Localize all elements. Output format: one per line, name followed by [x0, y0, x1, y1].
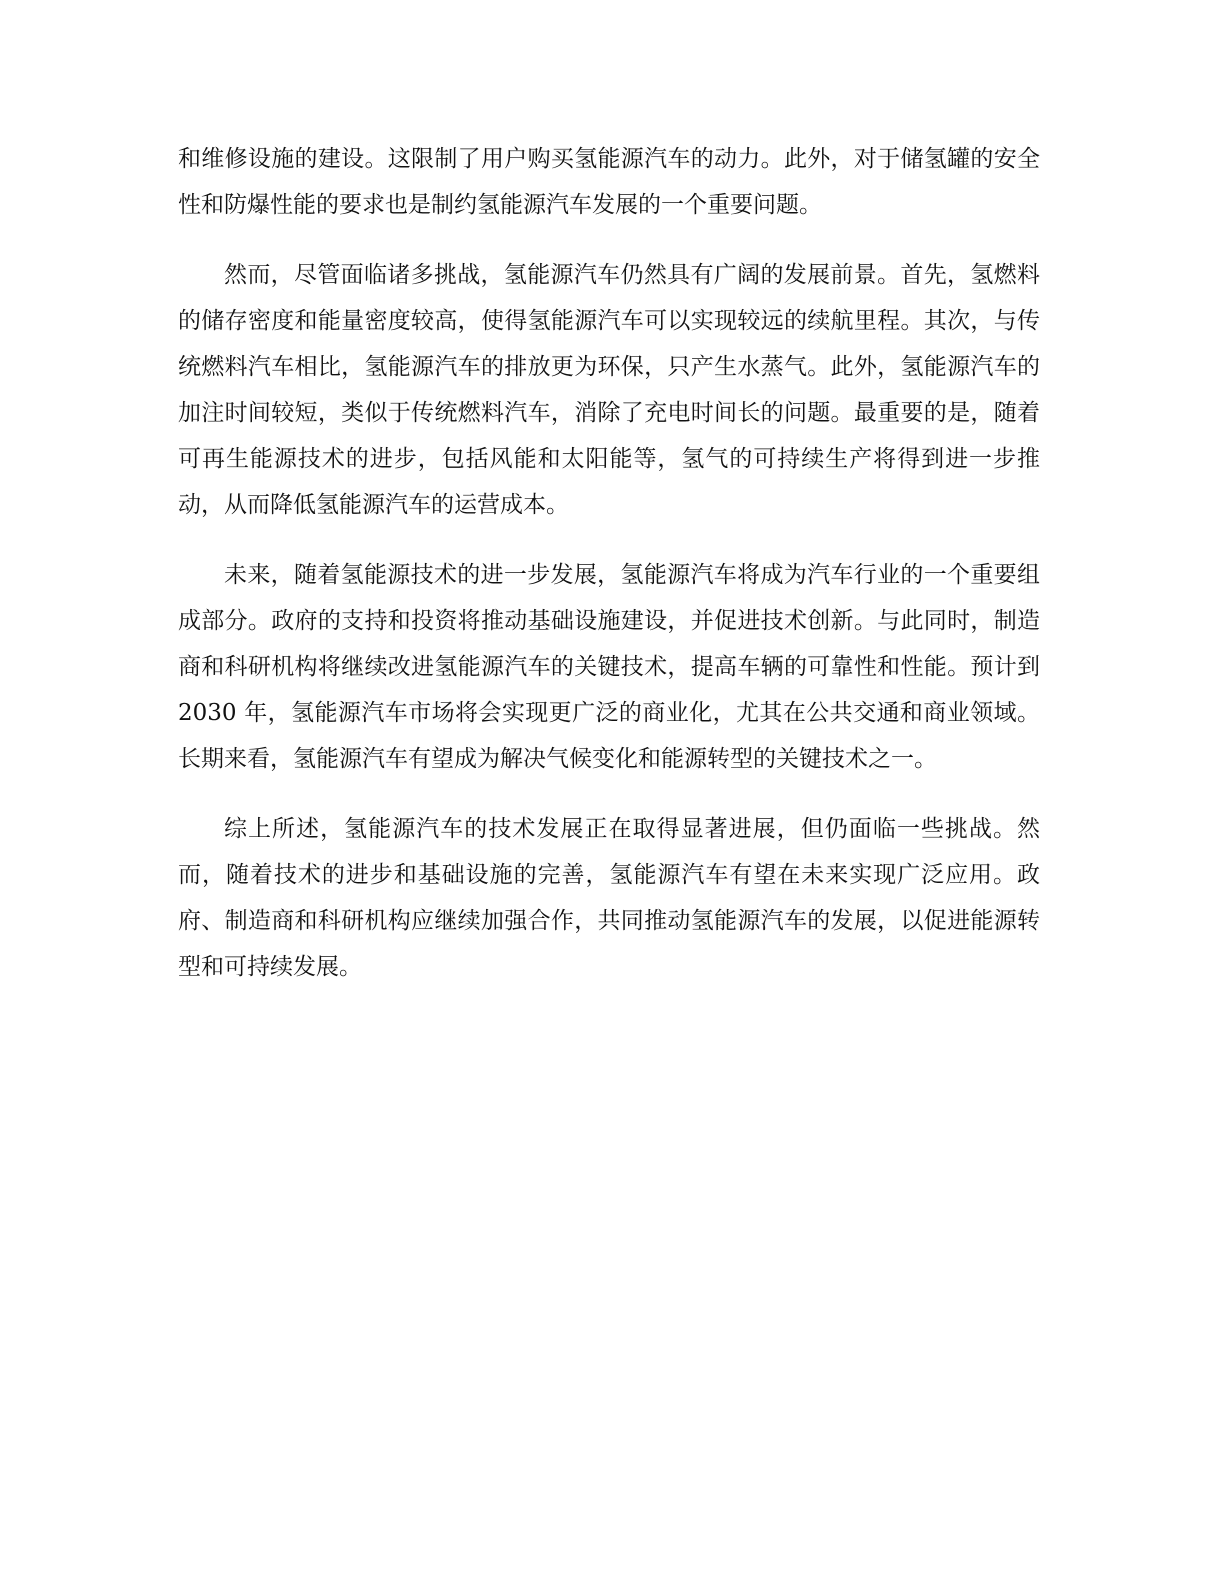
document-body	[178, 136, 1040, 1014]
paragraph-4: 综上所述，氢能源汽车的技术发展正在取得显著进展，但仍面临一些挑战。然而，随着技术的进步和基础设施的完善，氢能源汽车有望在未来实现广泛应用。政府、制造商和科研机构应继续加强合作，共同推动氢能源汽车的发展，以促进能源转型和可持续发展。	[178, 816, 1040, 980]
paragraph-1: 和维修设施的建设。这限制了用户购买氢能源汽车的动力。此外，对于储氢罐的安全性和防爆性能的要求也是制约氢能源汽车发展的一个重要问题。	[178, 146, 1040, 218]
paragraph-2: 然而，尽管面临诸多挑战，氢能源汽车仍然具有广阔的发展前景。首先，氢燃料的储存密度和能量密度较高，使得氢能源汽车可以实现较远的续航里程。其次，与传统燃料汽车相比，氢能源汽车的排放更为环保，只产生水蒸气。此外，氢能源汽车的加注时间较短，类似于传统燃料汽车，消除了充电时间长的问题。最重要的是，随着可再生能源技术的进步，包括风能和太阳能等，氢气的可持续生产将得到进一步推动，从而降低氢能源汽车的运营成本。	[178, 262, 1040, 518]
paragraph-3: 未来，随着氢能源技术的进一步发展，氢能源汽车将成为汽车行业的一个重要组成部分。政府的支持和投资将推动基础设施建设，并促进技术创新。与此同时，制造商和科研机构将继续改进氢能源汽车的关键技术，提高车辆的可靠性和性能。预计到 2030 年，氢能源汽车市场将会实现更广泛的商业化，尤其在公共交通和商业领域。长期来看，氢能源汽车有望成为解决气候变化和能源转型的关键技术之一。	[178, 562, 1040, 772]
